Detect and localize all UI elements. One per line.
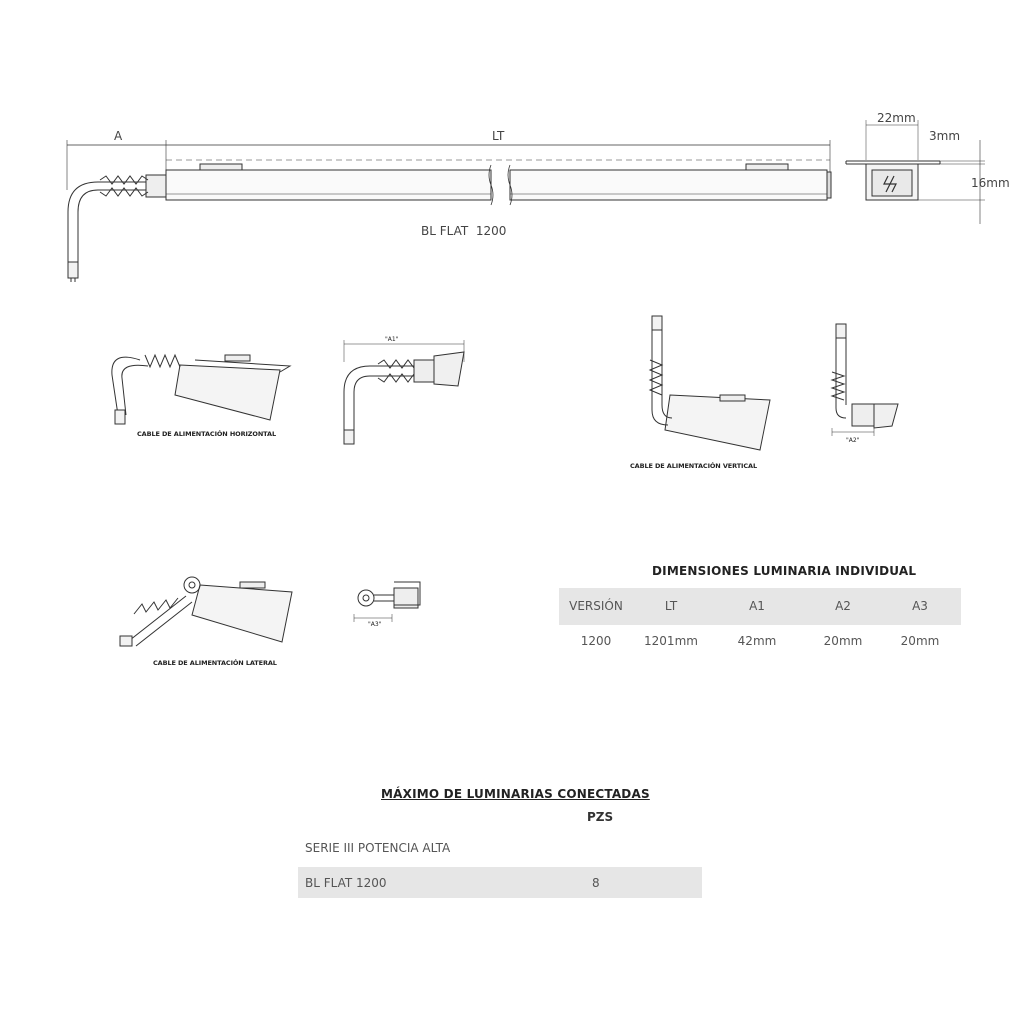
horizontal-luminaire [175, 365, 280, 420]
dim-label-lt: LT [492, 129, 505, 143]
dimensions-cell-a3: 20mm [900, 634, 940, 648]
dimensions-cell-lt: 1201mm [644, 634, 698, 648]
dimensions-header-a2: A2 [835, 599, 851, 613]
vertical-luminaire [665, 395, 770, 450]
dim-thickness-3mm: 3mm [929, 129, 961, 143]
dimensions-cell-a2: 20mm [823, 634, 863, 648]
max-table-title: MÁXIMO DE LUMINARIAS CONECTADAS [381, 787, 650, 801]
dim-width-22mm: 22mm [877, 111, 916, 125]
dimensions-header-version: VERSIÓN [569, 599, 623, 613]
dim-height-16mm: 16mm [971, 176, 1010, 190]
dimensions-table-title: DIMENSIONES LUMINARIA INDIVIDUAL [652, 564, 917, 578]
dimensions-header-a3: A3 [912, 599, 928, 613]
dimensions-cell-version: 1200 [580, 634, 612, 648]
label-a2: "A2" [846, 437, 860, 444]
max-table-pzs-header: PZS [587, 810, 614, 824]
dimensions-header-a1: A1 [749, 599, 765, 613]
caption-lateral: CABLE DE ALIMENTACIÓN LATERAL [153, 659, 277, 667]
lateral-luminaire [192, 585, 292, 642]
max-table-count: 8 [592, 876, 600, 890]
max-table-group-label: SERIE III POTENCIA ALTA [305, 841, 451, 855]
label-a1: "A1" [385, 336, 399, 343]
max-table-product: BL FLAT 1200 [305, 876, 387, 890]
caption-vertical: CABLE DE ALIMENTACIÓN VERTICAL [630, 462, 757, 470]
dim-label-a: A [114, 129, 123, 143]
product-name-label: BL FLAT 1200 [421, 224, 507, 238]
label-a3: "A3" [368, 621, 382, 628]
caption-horizontal: CABLE DE ALIMENTACIÓN HORIZONTAL [137, 430, 276, 438]
dimensions-cell-a1: 42mm [737, 634, 777, 648]
dimensions-header-lt: LT [664, 599, 678, 613]
